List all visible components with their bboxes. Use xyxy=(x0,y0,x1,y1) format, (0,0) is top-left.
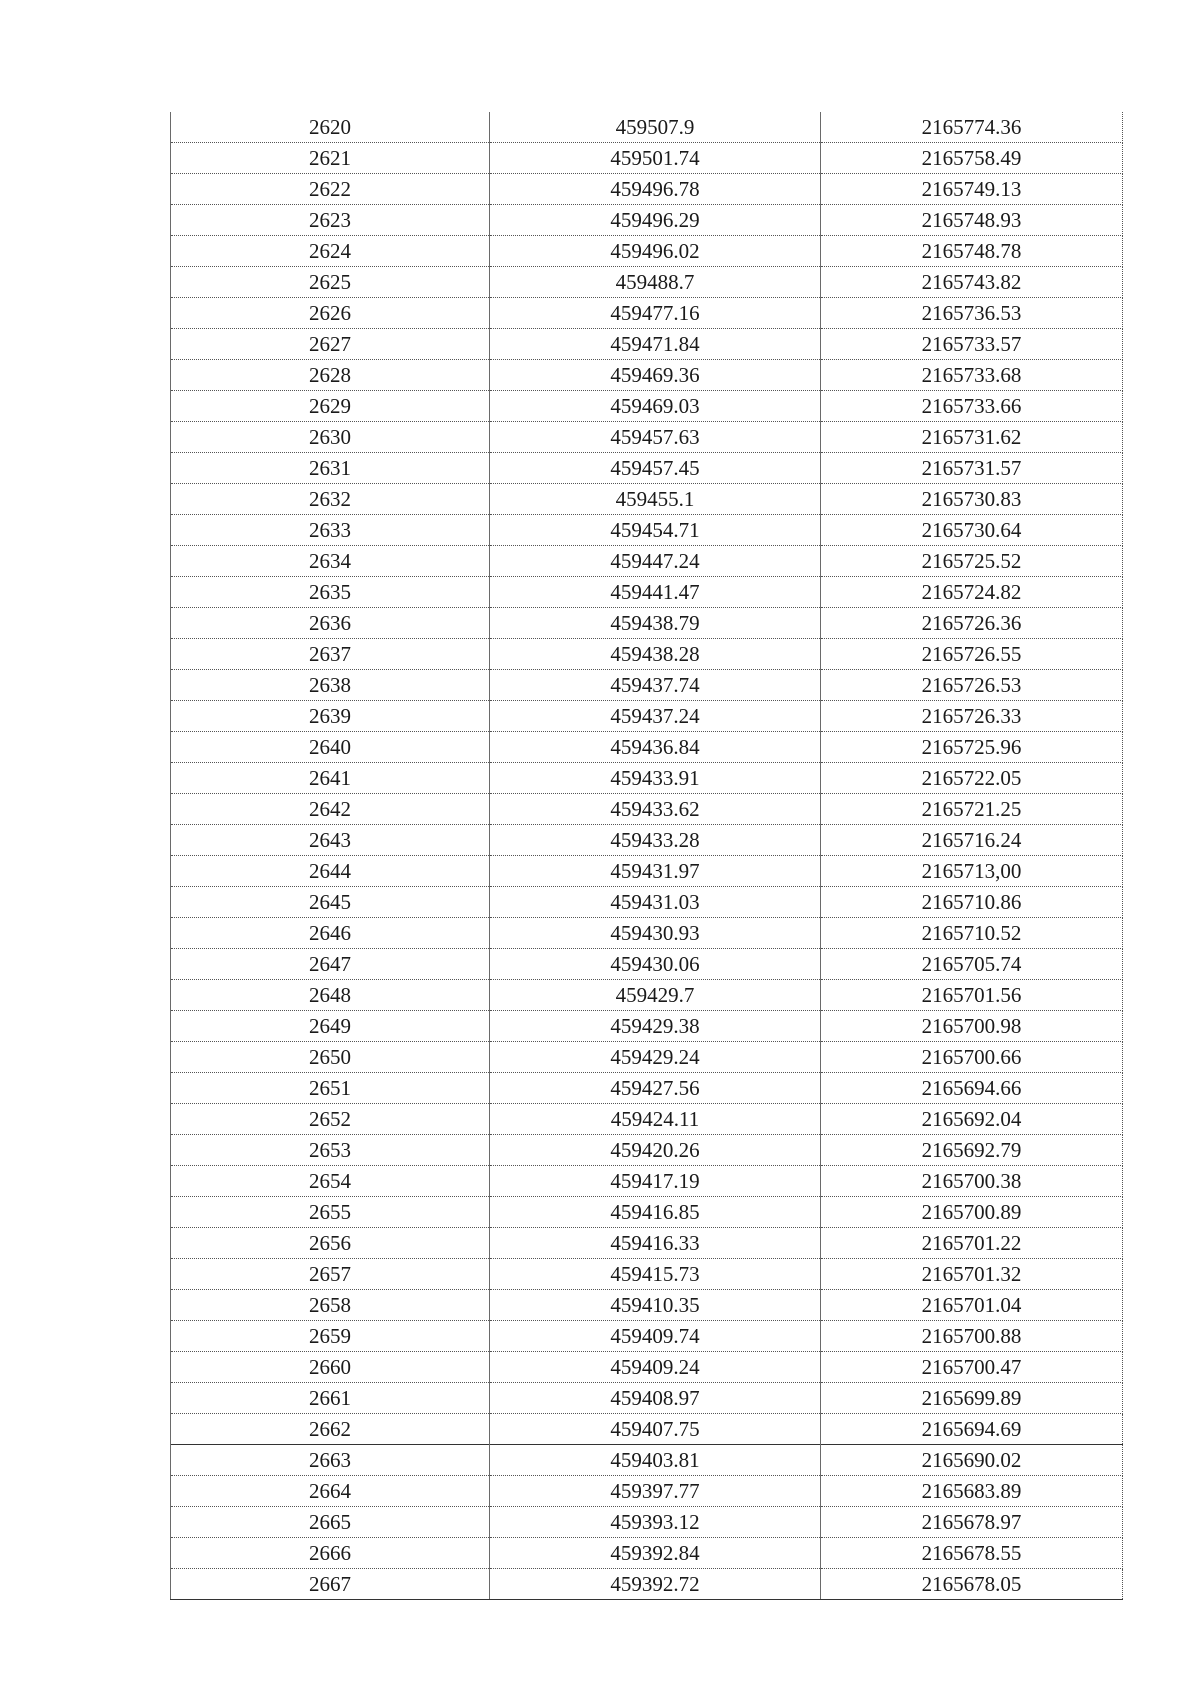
table-row xyxy=(171,670,1123,701)
table-row xyxy=(171,143,1123,174)
y-coordinate-cell: 2165694.69 xyxy=(821,1414,1123,1445)
table-row xyxy=(171,1259,1123,1290)
y-coordinate-cell: 2165701.04 xyxy=(821,1290,1123,1321)
table-row xyxy=(171,1073,1123,1104)
x-coordinate-cell: 459408.97 xyxy=(490,1383,821,1414)
table-row xyxy=(171,329,1123,360)
point-id-cell: 2659 xyxy=(171,1321,490,1352)
x-coordinate-cell: 459438.79 xyxy=(490,608,821,639)
x-coordinate-cell: 459496.78 xyxy=(490,174,821,205)
y-coordinate-cell: 2165713,00 xyxy=(821,856,1123,887)
x-coordinate-cell: 459488.7 xyxy=(490,267,821,298)
table-row xyxy=(171,1445,1123,1476)
y-coordinate-cell: 2165692.79 xyxy=(821,1135,1123,1166)
point-id-cell: 2634 xyxy=(171,546,490,577)
point-id-cell: 2653 xyxy=(171,1135,490,1166)
table-row xyxy=(171,1476,1123,1507)
x-coordinate-cell: 459471.84 xyxy=(490,329,821,360)
point-id-cell: 2650 xyxy=(171,1042,490,1073)
y-coordinate-cell: 2165700.47 xyxy=(821,1352,1123,1383)
x-coordinate-cell: 459429.24 xyxy=(490,1042,821,1073)
x-coordinate-cell: 459417.19 xyxy=(490,1166,821,1197)
point-id-cell: 2648 xyxy=(171,980,490,1011)
y-coordinate-cell: 2165678.97 xyxy=(821,1507,1123,1538)
point-id-cell: 2624 xyxy=(171,236,490,267)
y-coordinate-cell: 2165678.55 xyxy=(821,1538,1123,1569)
point-id-cell: 2637 xyxy=(171,639,490,670)
table-row xyxy=(171,732,1123,763)
x-coordinate-cell: 459424.11 xyxy=(490,1104,821,1135)
x-coordinate-cell: 459447.24 xyxy=(490,546,821,577)
point-id-cell: 2636 xyxy=(171,608,490,639)
x-coordinate-cell: 459430.06 xyxy=(490,949,821,980)
table-row xyxy=(171,856,1123,887)
y-coordinate-cell: 2165730.64 xyxy=(821,515,1123,546)
point-id-cell: 2621 xyxy=(171,143,490,174)
y-coordinate-cell: 2165725.52 xyxy=(821,546,1123,577)
y-coordinate-cell: 2165699.89 xyxy=(821,1383,1123,1414)
table-row xyxy=(171,639,1123,670)
table-row xyxy=(171,980,1123,1011)
x-coordinate-cell: 459438.28 xyxy=(490,639,821,670)
y-coordinate-cell: 2165733.57 xyxy=(821,329,1123,360)
y-coordinate-cell: 2165726.36 xyxy=(821,608,1123,639)
table-row xyxy=(171,360,1123,391)
point-id-cell: 2646 xyxy=(171,918,490,949)
table-row xyxy=(171,1414,1123,1445)
y-coordinate-cell: 2165700.89 xyxy=(821,1197,1123,1228)
point-id-cell: 2641 xyxy=(171,763,490,794)
y-coordinate-cell: 2165700.38 xyxy=(821,1166,1123,1197)
y-coordinate-cell: 2165749.13 xyxy=(821,174,1123,205)
point-id-cell: 2666 xyxy=(171,1538,490,1569)
point-id-cell: 2643 xyxy=(171,825,490,856)
y-coordinate-cell: 2165774.36 xyxy=(821,112,1123,143)
x-coordinate-cell: 459397.77 xyxy=(490,1476,821,1507)
y-coordinate-cell: 2165701.56 xyxy=(821,980,1123,1011)
point-id-cell: 2623 xyxy=(171,205,490,236)
table-row xyxy=(171,887,1123,918)
x-coordinate-cell: 459431.03 xyxy=(490,887,821,918)
x-coordinate-cell: 459392.72 xyxy=(490,1569,821,1600)
table-row xyxy=(171,1352,1123,1383)
table-row xyxy=(171,1135,1123,1166)
y-coordinate-cell: 2165692.04 xyxy=(821,1104,1123,1135)
y-coordinate-cell: 2165730.83 xyxy=(821,484,1123,515)
y-coordinate-cell: 2165701.32 xyxy=(821,1259,1123,1290)
x-coordinate-cell: 459469.36 xyxy=(490,360,821,391)
point-id-cell: 2658 xyxy=(171,1290,490,1321)
x-coordinate-cell: 459455.1 xyxy=(490,484,821,515)
point-id-cell: 2654 xyxy=(171,1166,490,1197)
y-coordinate-cell: 2165722.05 xyxy=(821,763,1123,794)
table-row xyxy=(171,1321,1123,1352)
point-id-cell: 2652 xyxy=(171,1104,490,1135)
table-row xyxy=(171,515,1123,546)
point-id-cell: 2627 xyxy=(171,329,490,360)
x-coordinate-cell: 459403.81 xyxy=(490,1445,821,1476)
x-coordinate-cell: 459416.85 xyxy=(490,1197,821,1228)
point-id-cell: 2647 xyxy=(171,949,490,980)
table-row xyxy=(171,205,1123,236)
table-row xyxy=(171,608,1123,639)
table-row xyxy=(171,298,1123,329)
x-coordinate-cell: 459496.29 xyxy=(490,205,821,236)
coordinates-table-body xyxy=(171,112,1123,1600)
table-row xyxy=(171,701,1123,732)
table-row xyxy=(171,1104,1123,1135)
point-id-cell: 2625 xyxy=(171,267,490,298)
x-coordinate-cell: 459431.97 xyxy=(490,856,821,887)
point-id-cell: 2640 xyxy=(171,732,490,763)
point-id-cell: 2665 xyxy=(171,1507,490,1538)
point-id-cell: 2656 xyxy=(171,1228,490,1259)
y-coordinate-cell: 2165705.74 xyxy=(821,949,1123,980)
x-coordinate-cell: 459430.93 xyxy=(490,918,821,949)
x-coordinate-cell: 459501.74 xyxy=(490,143,821,174)
x-coordinate-cell: 459454.71 xyxy=(490,515,821,546)
point-id-cell: 2630 xyxy=(171,422,490,453)
x-coordinate-cell: 459433.91 xyxy=(490,763,821,794)
table-row xyxy=(171,577,1123,608)
point-id-cell: 2639 xyxy=(171,701,490,732)
table-row xyxy=(171,794,1123,825)
y-coordinate-cell: 2165710.52 xyxy=(821,918,1123,949)
x-coordinate-cell: 459477.16 xyxy=(490,298,821,329)
x-coordinate-cell: 459457.63 xyxy=(490,422,821,453)
table-row xyxy=(171,918,1123,949)
y-coordinate-cell: 2165683.89 xyxy=(821,1476,1123,1507)
x-coordinate-cell: 459410.35 xyxy=(490,1290,821,1321)
table-row xyxy=(171,453,1123,484)
table-row xyxy=(171,763,1123,794)
point-id-cell: 2628 xyxy=(171,360,490,391)
y-coordinate-cell: 2165726.55 xyxy=(821,639,1123,670)
x-coordinate-cell: 459409.74 xyxy=(490,1321,821,1352)
y-coordinate-cell: 2165678.05 xyxy=(821,1569,1123,1600)
table-row xyxy=(171,236,1123,267)
table-row xyxy=(171,949,1123,980)
point-id-cell: 2657 xyxy=(171,1259,490,1290)
x-coordinate-cell: 459437.74 xyxy=(490,670,821,701)
y-coordinate-cell: 2165700.98 xyxy=(821,1011,1123,1042)
x-coordinate-cell: 459436.84 xyxy=(490,732,821,763)
point-id-cell: 2633 xyxy=(171,515,490,546)
y-coordinate-cell: 2165748.93 xyxy=(821,205,1123,236)
y-coordinate-cell: 2165690.02 xyxy=(821,1445,1123,1476)
table-row xyxy=(171,1507,1123,1538)
y-coordinate-cell: 2165700.88 xyxy=(821,1321,1123,1352)
x-coordinate-cell: 459496.02 xyxy=(490,236,821,267)
table-row xyxy=(171,267,1123,298)
table-row xyxy=(171,112,1123,143)
y-coordinate-cell: 2165758.49 xyxy=(821,143,1123,174)
point-id-cell: 2626 xyxy=(171,298,490,329)
y-coordinate-cell: 2165701.22 xyxy=(821,1228,1123,1259)
y-coordinate-cell: 2165700.66 xyxy=(821,1042,1123,1073)
y-coordinate-cell: 2165724.82 xyxy=(821,577,1123,608)
x-coordinate-cell: 459429.7 xyxy=(490,980,821,1011)
y-coordinate-cell: 2165731.62 xyxy=(821,422,1123,453)
point-id-cell: 2629 xyxy=(171,391,490,422)
point-id-cell: 2622 xyxy=(171,174,490,205)
table-row xyxy=(171,1569,1123,1600)
y-coordinate-cell: 2165725.96 xyxy=(821,732,1123,763)
point-id-cell: 2645 xyxy=(171,887,490,918)
point-id-cell: 2667 xyxy=(171,1569,490,1600)
x-coordinate-cell: 459457.45 xyxy=(490,453,821,484)
point-id-cell: 2632 xyxy=(171,484,490,515)
x-coordinate-cell: 459393.12 xyxy=(490,1507,821,1538)
point-id-cell: 2620 xyxy=(171,112,490,143)
x-coordinate-cell: 459433.62 xyxy=(490,794,821,825)
point-id-cell: 2664 xyxy=(171,1476,490,1507)
y-coordinate-cell: 2165726.33 xyxy=(821,701,1123,732)
x-coordinate-cell: 459469.03 xyxy=(490,391,821,422)
table-row xyxy=(171,1538,1123,1569)
y-coordinate-cell: 2165694.66 xyxy=(821,1073,1123,1104)
point-id-cell: 2635 xyxy=(171,577,490,608)
y-coordinate-cell: 2165743.82 xyxy=(821,267,1123,298)
y-coordinate-cell: 2165736.53 xyxy=(821,298,1123,329)
x-coordinate-cell: 459437.24 xyxy=(490,701,821,732)
x-coordinate-cell: 459441.47 xyxy=(490,577,821,608)
table-row xyxy=(171,1166,1123,1197)
y-coordinate-cell: 2165710.86 xyxy=(821,887,1123,918)
y-coordinate-cell: 2165721.25 xyxy=(821,794,1123,825)
point-id-cell: 2651 xyxy=(171,1073,490,1104)
point-id-cell: 2644 xyxy=(171,856,490,887)
y-coordinate-cell: 2165731.57 xyxy=(821,453,1123,484)
x-coordinate-cell: 459420.26 xyxy=(490,1135,821,1166)
point-id-cell: 2655 xyxy=(171,1197,490,1228)
table-row xyxy=(171,484,1123,515)
x-coordinate-cell: 459427.56 xyxy=(490,1073,821,1104)
y-coordinate-cell: 2165716.24 xyxy=(821,825,1123,856)
point-id-cell: 2638 xyxy=(171,670,490,701)
point-id-cell: 2660 xyxy=(171,1352,490,1383)
x-coordinate-cell: 459407.75 xyxy=(490,1414,821,1445)
y-coordinate-cell: 2165748.78 xyxy=(821,236,1123,267)
point-id-cell: 2663 xyxy=(171,1445,490,1476)
x-coordinate-cell: 459416.33 xyxy=(490,1228,821,1259)
point-id-cell: 2631 xyxy=(171,453,490,484)
point-id-cell: 2661 xyxy=(171,1383,490,1414)
point-id-cell: 2662 xyxy=(171,1414,490,1445)
point-id-cell: 2649 xyxy=(171,1011,490,1042)
x-coordinate-cell: 459433.28 xyxy=(490,825,821,856)
table-row xyxy=(171,825,1123,856)
x-coordinate-cell: 459409.24 xyxy=(490,1352,821,1383)
table-row xyxy=(171,1228,1123,1259)
table-row xyxy=(171,1197,1123,1228)
table-row xyxy=(171,1290,1123,1321)
table-row xyxy=(171,422,1123,453)
y-coordinate-cell: 2165726.53 xyxy=(821,670,1123,701)
table-row xyxy=(171,174,1123,205)
y-coordinate-cell: 2165733.66 xyxy=(821,391,1123,422)
coordinates-table xyxy=(170,112,1123,1600)
table-row xyxy=(171,1042,1123,1073)
x-coordinate-cell: 459392.84 xyxy=(490,1538,821,1569)
table-row xyxy=(171,391,1123,422)
point-id-cell: 2642 xyxy=(171,794,490,825)
x-coordinate-cell: 459507.9 xyxy=(490,112,821,143)
y-coordinate-cell: 2165733.68 xyxy=(821,360,1123,391)
x-coordinate-cell: 459415.73 xyxy=(490,1259,821,1290)
x-coordinate-cell: 459429.38 xyxy=(490,1011,821,1042)
table-row xyxy=(171,1383,1123,1414)
table-row xyxy=(171,546,1123,577)
table-row xyxy=(171,1011,1123,1042)
